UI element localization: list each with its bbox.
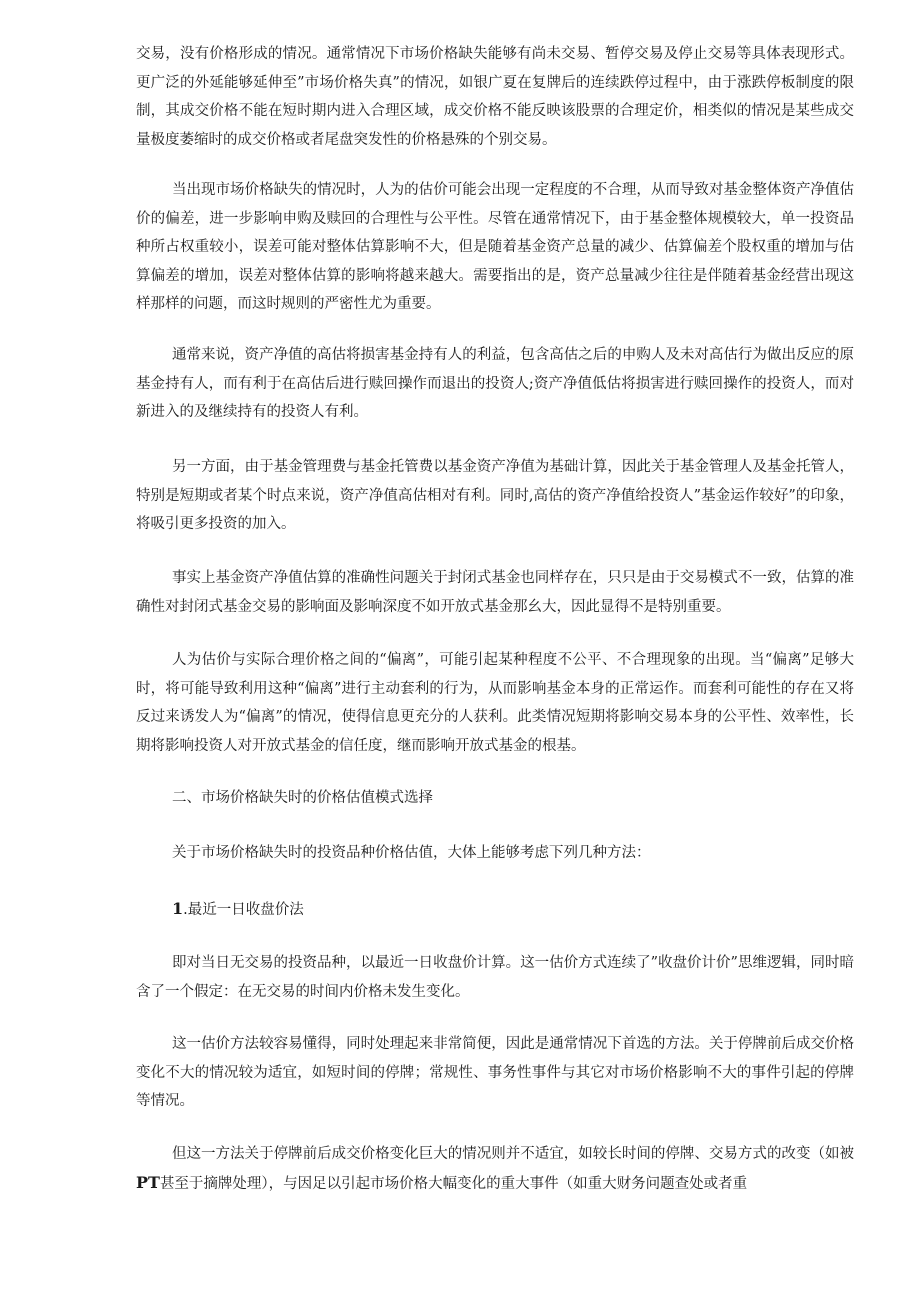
limitations-pt-term: PT bbox=[136, 1172, 160, 1192]
paragraph-last-close-applicability: 这一估价方法较容易懂得，同时处理起来非常简便，因此是通常情况下首选的方法。关于停牌前后成交价格变化不大的情况较为适宜，如短时间的停牌；常规性、事务性事件与其它对市场价格影响不大的事件引起的停牌等情况。 bbox=[136, 1036, 854, 1109]
paragraph-overvaluation-effects: 通常来说，资产净值的高估将损害基金持有人的利益，包含高估之后的申购人及未对高估行为做出反应的原基金持有人，而有利于在高估后进行赎回操作而退出的投资人;资产净值低估将损害进行赎回操作的投资人，而对新进入的及继续持有的投资人有利。 bbox=[136, 347, 854, 420]
paragraph-market-price-missing-forms: 交易，没有价格形成的情况。通常情况下市场价格缺失能够有尚未交易、暂停交易及停止交易等具体表现形式。更广泛的外延能够延伸至”市场价格失真”的情况，如银广夏在复牌后的连续跌停过程中，由于涨跌停板制度的限制，其成交价格不能在短时期内进入合理区域，成交价格不能反映该股票的合理定价，相类似的情况是某些成交量极度萎缩时的成交价格或者尾盘突发性的价格悬殊的个别交易。 bbox=[136, 46, 854, 148]
paragraph-last-close-limitations bbox=[136, 1140, 854, 1198]
paragraph-deviation-arbitrage: 人为估价与实际合理价格之间的“偏离”，可能引起某种程度不公平、不合理现象的出现。当“偏离”足够大时，将可能导致利用这种“偏离”进行主动套利的行为，从而影响基金本身的正常运作。而套利可能性的存在又将反过来诱发人为“偏离”的情况，使得信息更充分的人获利。此类情况短期将影响交易本身的公平性、效率性，长期将影响投资人对开放式基金的信任度，继而影响开放式基金的根基。 bbox=[136, 652, 854, 754]
paragraph-valuation-deviation: 当出现市场价格缺失的情况时，人为的估价可能会出现一定程度的不合理，从而导致对基金整体资产净值估价的偏差，进一步影响申购及赎回的合理性与公平性。尽管在通常情况下，由于基金整体规模较大，单一投资品种所占权重较小，误差可能对整体估算影响不大，但是随着基金资产总量的减少、估算偏差个股权重的增加与估算偏差的增加，误差对整体估算的影响将越来越大。需要指出的是，资产总量减少往往是伴随着基金经营出现这样那样的问题，而这时规则的严密性尤为重要。 bbox=[136, 182, 854, 312]
subheading-number: 1 bbox=[172, 899, 184, 918]
section-heading-valuation-models: 二、市场价格缺失时的价格估值模式选择 bbox=[172, 790, 433, 806]
limitations-text-part-2: 甚至于摘牌处理），与因足以引起市场价格大幅变化的重大事件（如重大财务问题查处或者重 bbox=[159, 1175, 748, 1192]
subheading-text: .最近一日收盘价法 bbox=[183, 902, 304, 918]
paragraph-closed-end-funds: 事实上基金资产净值估算的准确性问题关于封闭式基金也同样存在，只只是由于交易模式不一致，估算的准确性对封闭式基金交易的影响面及影响深度不如开放式基金那幺大，因此显得不是特别重要。 bbox=[136, 570, 854, 615]
paragraph-methods-intro: 关于市场价格缺失时的投资品种价格估值，大体上能够考虑下列几种方法： bbox=[172, 845, 651, 861]
paragraph-management-fee: 另一方面，由于基金管理费与基金托管费以基金资产净值为基础计算，因此关于基金管理人及基金托管人，特别是短期或者某个时点来说，资产净值高估相对有利。同时,高估的资产净值给投资人”基金运作较好”的印象，将吸引更多投资的加入。 bbox=[136, 459, 854, 532]
limitations-text-part-1: 但这一方法关于停牌前后成交价格变化巨大的情况则并不适宜，如较长时间的停牌、交易方式的改变（如被 bbox=[172, 1146, 854, 1162]
subheading-last-close-method bbox=[172, 895, 304, 924]
paragraph-last-close-definition: 即对当日无交易的投资品种，以最近一日收盘价计算。这一估价方式连续了”收盘价计价”思维逻辑，同时暗含了一个假定：在无交易的时间内价格未发生变化。 bbox=[136, 955, 854, 1000]
